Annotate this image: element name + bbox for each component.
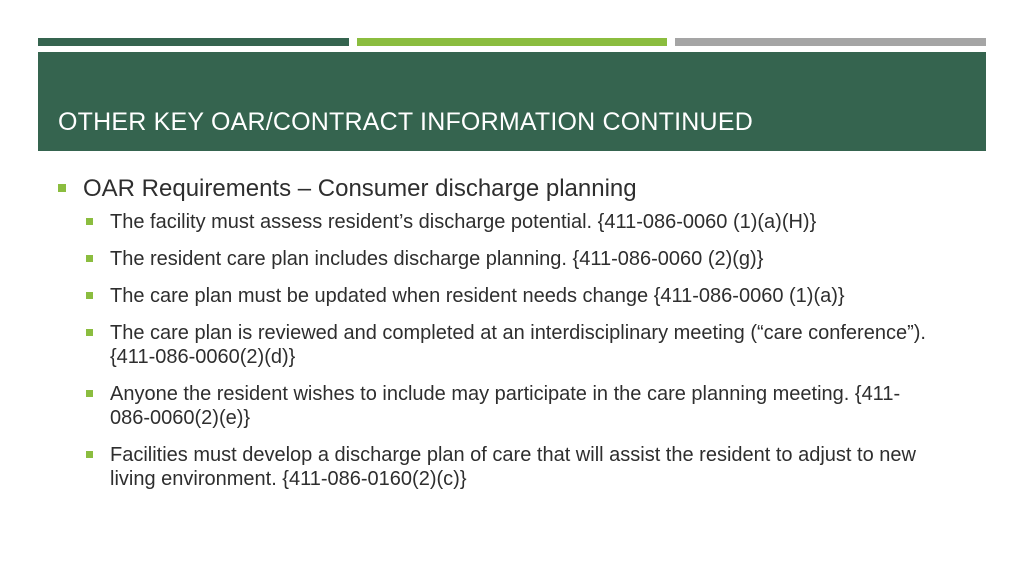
square-bullet-icon <box>86 390 93 397</box>
square-bullet-icon <box>86 255 93 262</box>
slide-content <box>58 172 958 504</box>
square-bullet-icon <box>86 451 93 458</box>
square-bullet-icon <box>86 292 93 299</box>
slide-title: OTHER KEY OAR/CONTRACT INFORMATION CONTINUED <box>58 108 753 136</box>
list-item <box>86 284 930 308</box>
heading-bullet-text: OAR Requirements – Consumer discharge planning <box>83 175 637 202</box>
list-item <box>86 210 930 234</box>
list-item <box>86 247 930 271</box>
list-item-text: Anyone the resident wishes to include may participate in the care planning meeting. {411-086-0060(2)(e)} <box>110 383 901 429</box>
list-item <box>86 382 930 430</box>
list-item-text: The facility must assess resident’s discharge potential. {411-086-0060 (1)(a)(H)} <box>110 211 817 233</box>
list-item-text: The resident care plan includes discharge planning. {411-086-0060 (2)(g)} <box>110 248 764 270</box>
title-band <box>38 52 986 151</box>
list-item <box>86 321 930 369</box>
sub-bullet-list <box>58 210 958 491</box>
square-bullet-icon <box>58 184 66 192</box>
list-item-text: Facilities must develop a discharge plan of care that will assist the resident to adjust to new living environment. {411-086-0160(2)(c)} <box>110 444 916 490</box>
accent-bar-dark-green <box>38 38 349 46</box>
list-item <box>86 443 930 491</box>
list-item-text: The care plan must be updated when resident needs change {411-086-0060 (1)(a)} <box>110 285 845 307</box>
list-item-text: The care plan is reviewed and completed at an interdisciplinary meeting (“care conference”). {411-086-0060(2)(d)} <box>110 322 926 368</box>
top-accent-bars <box>38 38 986 46</box>
accent-bar-gray <box>675 38 986 46</box>
accent-bar-light-green <box>357 38 667 46</box>
square-bullet-icon <box>86 218 93 225</box>
heading-bullet <box>58 172 958 206</box>
square-bullet-icon <box>86 329 93 336</box>
